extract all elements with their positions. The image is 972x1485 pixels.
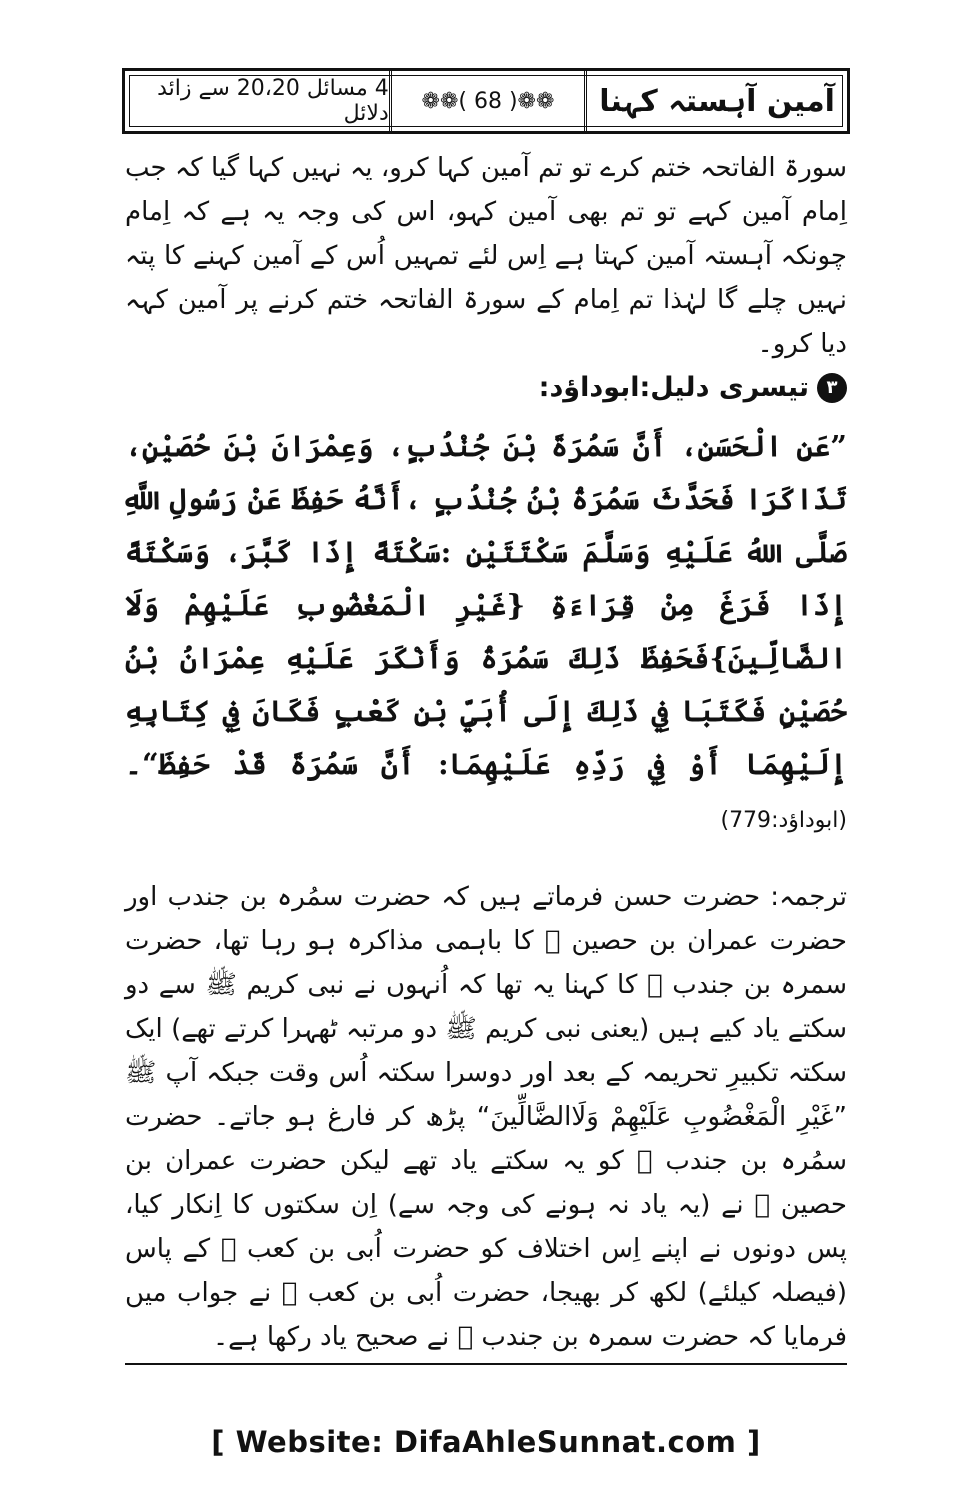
hadith-reference: (ابوداؤد:779) bbox=[720, 808, 847, 833]
section-heading bbox=[125, 366, 847, 410]
section-heading-text: تیسری دلیل:ابوداؤد: bbox=[538, 372, 809, 403]
page-number-label: ❁❁( 68 )❁❁ bbox=[389, 71, 587, 131]
bottom-divider bbox=[125, 1363, 847, 1365]
intro-paragraph: سورۃ الفاتحہ ختم کرے تو تم آمین کہا کرو، یہ نہیں کہا گیا کہ جب اِمام آمین کہے تو تم بھی آمین کہو، اس کی وجہ یہ ہے کہ اِمام چونکہ آہستہ آمین کہتا ہے اِس لئے تمہیں اُس کے آمین کہنے کا پتہ نہیں چلے گا لہٰذا تم اِمام کے سورۃ الفاتحہ ختم کرنے پر آمین کہہ دیا کرو۔ bbox=[125, 153, 847, 359]
hadith-text-block bbox=[125, 420, 847, 847]
hadith-text: ”عَنِ الْحَسَنِ، أَنَّ سَمُرَةَ بْنَ جُنْدُبٍ، وَعِمْرَانَ بْنَ حُصَيْنٍ، تَذَاكَرَا فَحَدَّثَ سَمُرَةُ بْنُ جُنْدُبٍ ،أَنَّهُ حَفِظَ عَنْ رَسُولِ اللَّهِ صَلَّى اللهُ عَلَيْهِ وَسَلَّمَ سَكْتَتَيْنِ :سَكْتَةً إِذَا كَبَّرَ، وَسَكْتَةً إِذَا فَرَغَ مِنْ قِرَاءَةِ {غَيْرِ الْمَغْضُوبِ عَلَيْهِمْ وَلَا الضَّالِّينَ}فَحَفِظَ ذَلِكَ سَمُرَةُ وَأَنْكَرَ عَلَيْهِ عِمْرَانُ بْنُ حُصَيْنٍ فَكَتَبَا فِي ذَلِكَ إِلَى أُبَيِّ بْنِ كَعْبٍ فَكَانَ فِي كِتَابِهِ إِلَيْهِمَا أَوْ فِي رَدِّهِ عَلَيْهِمَا: أَنَّ سَمُرَةَ قَدْ حَفِظَ“۔ bbox=[125, 429, 847, 781]
translation-paragraph: ترجمہ: حضرت حسن فرماتے ہیں کہ حضرت سمُرہ بن جندب اور حضرت عمران بن حصین ﷛ کا باہمی مذاکرہ ہو رہا تھا، حضرت سمرہ بن جندب ﷛ کا کہنا یہ تھا کہ اُنہوں نے نبی کریم ﷺ سے دو سکتے یاد کیے ہیں (یعنی نبی کریم ﷺ دو مرتبہ ٹھہرا کرتے تھے) ایک سکتہ تکبیرِ تحریمہ کے بعد اور دوسرا سکتہ اُس وقت جبکہ آپ ﷺ ”غَيْرِ الْمَغْضُوبِ عَلَيْهِمْ وَلَاالضَّالِّينَ“ پڑھ کر فارغ ہو جاتے۔ حضرت سمُرہ بن جندب ﷛ کو یہ سکتے یاد تھے لیکن حضرت عمران بن حصین ﷛ نے (یہ یاد نہ ہونے کی وجہ سے) اِن سکتوں کا اِنکار کیا، پس دونوں نے اپنے اِس اختلاف کو حضرت اُبی بن کعب ﷛ کے پاس (فیصلہ کیلئے) لکھ کر بھیجا، حضرت اُبی بن کعب ﷛ نے جواب میں فرمایا کہ حضرت سمرہ بن جندب ﷛ نے صحیح یاد رکھا ہے۔ bbox=[125, 882, 847, 1352]
section-number-badge: ۳ bbox=[817, 373, 847, 403]
book-title: 4 مسائل 20،20 سے زائد دلائل bbox=[157, 76, 389, 126]
chapter-title: آمین آہستہ کہنا bbox=[599, 83, 835, 119]
page-header bbox=[122, 68, 850, 134]
website-footer: [ Website: DifaAhleSunnat.com ] bbox=[211, 1425, 761, 1459]
page-content bbox=[125, 146, 847, 1359]
